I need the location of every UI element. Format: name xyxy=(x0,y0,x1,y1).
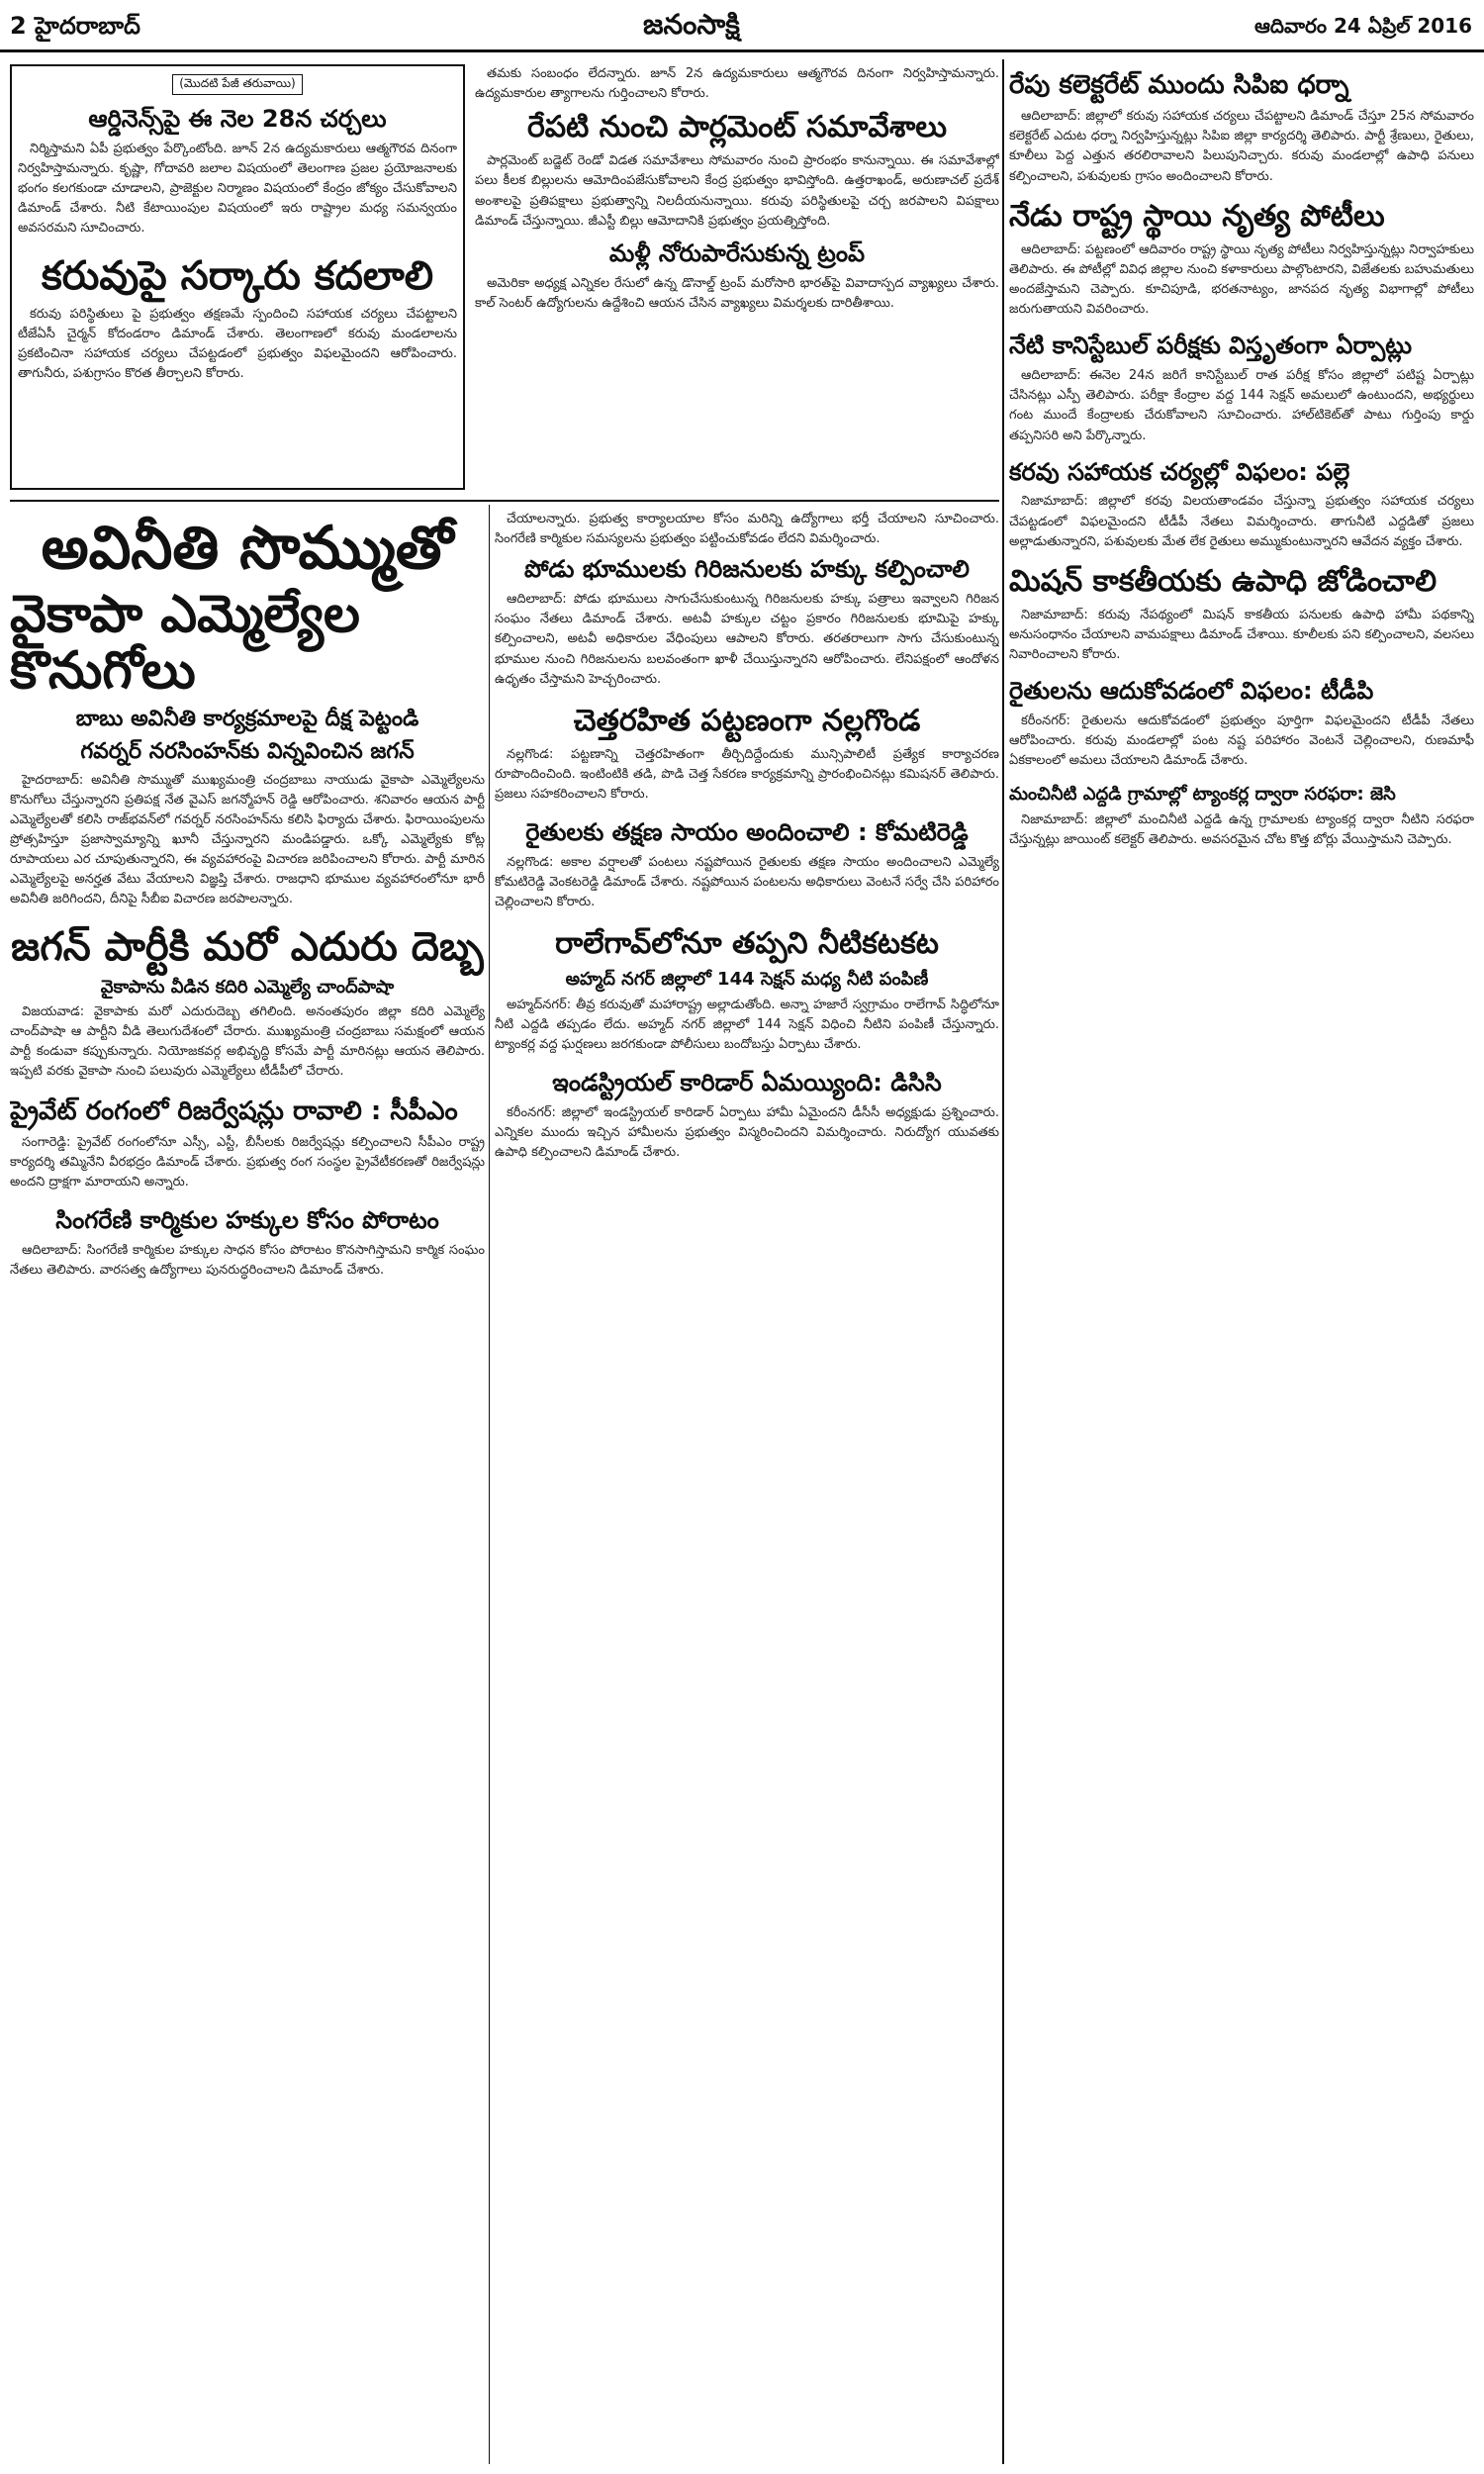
subhead-ahmednagar: అహ్మద్ నగర్ జిల్లాలో 144 సెక్షన్ మధ్య నీటి పంపిణీ xyxy=(565,969,929,991)
headline-nalgonda: చెత్తరహిత పట్టణంగా నల్లగొండ xyxy=(573,703,921,738)
article-ralegaon-body: అహ్మద్‌నగర్: తీవ్ర కరువుతో మహారాష్ట్ర అల్లాడుతోంది. అన్నా హజారే స్వగ్రామం రాలేగావ్ సిద్ధిలోనూ నీటి ఎద్దడి తప్పడం లేదు. అహ్మద్ నగర్ జిల్లాలో 144 సెక్షన్ విధించి నీటిని పంపిణీ చేస్తున్నారు. ట్యాంకర్ల వద్ద ఘర్షణలు జరగకుండా పోలీసులు బందోబస్తు ఏర్పాటు చేశారు. xyxy=(495,997,999,1053)
headline-jagan-setback: జగన్ పార్టీకి మరో ఎదురు దెబ్బ xyxy=(11,923,484,970)
headline-mission-kakatiya: మిషన్ కాకతీయకు ఉపాధి జోడించాలి xyxy=(1009,563,1438,599)
article-komatireddy-body: నల్లగొండ: అకాల వర్షాలతో పంటలు నష్టపోయిన రైతులకు తక్షణ సాయం అందించాలని ఎమ్మెల్యే కోమటిరెడ్డి వెంకటరెడ్డి డిమాండ్ చేశారు. నష్టపోయిన పంటలను అధికారులు వెంటనే సర్వే చేసి పరిహారం చెల్లించాలని కోరారు. xyxy=(495,855,999,910)
lead-subhead-1: బాబు అవినీతి కార్యక్రమాలపై దీక్ష పెట్టండి xyxy=(75,707,419,732)
headline-parliament: రేపటి నుంచి పార్లమెంట్ సమావేశాలు xyxy=(527,110,947,145)
article-nalgonda-body: నల్లగొండ: పట్టణాన్ని చెత్తరహితంగా తీర్చిదిద్దేందుకు మున్సిపాలిటీ ప్రత్యేక కార్యాచరణ రూపొందించింది. ఇంటింటికి తడి, పొడి చెత్త సేకరణ కార్యక్రమాన్ని ప్రారంభించినట్లు కమిషనర్ తెలిపారు. ప్రజలు సహకరించాలని కోరారు. xyxy=(495,746,999,803)
top-middle-column xyxy=(475,64,999,490)
column-divider xyxy=(1002,59,1004,2464)
article-parliament-body: పార్లమెంట్ బడ్జెట్ రెండో విడత సమావేశాలు సోమవారం నుంచి ప్రారంభం కానున్నాయి. ఈ సమావేశాల్లో పలు కీలక బిల్లులను ఆమోదింపజేసుకోవాలని కేంద్ర ప్రభుత్వం భావిస్తోంది. ఉత్తరాఖండ్, అరుణాచల్ ప్రదేశ్ అంశాలపై ప్రతిపక్షాలు ప్రభుత్వాన్ని నిలదీయనున్నాయి. కరువు పరిస్థితులపై చర్చ జరపాలని విపక్షాలు డిమాండ్ చేస్తున్నాయి. జీఎస్టీ బిల్లు ఆమోదానికి ప్రభుత్వం ప్రయత్నిస్తోంది. xyxy=(475,153,999,229)
article-dance-body: ఆదిలాబాద్: పట్టణంలో ఆదివారం రాష్ట్ర స్థాయి నృత్య పోటీలు నిర్వహిస్తున్నట్లు నిర్వాహకులు తెలిపారు. ఈ పోటీల్లో వివిధ జిల్లాల నుంచి కళాకారులు పాల్గొంటారని, విజేతలకు బహుమతులు అందజేస్తామని చెప్పారు. కూచిపూడి, భరతనాట్యం, జానపద నృత్య విభాగాల్లో పోటీలు జరుగుతాయని వివరించారు. xyxy=(1009,241,1474,318)
headline-ralegaon: రాలేగావ్‌లోనూ తప్పని నీటికటకట xyxy=(555,926,939,962)
article-drought-body: కరువు పరిస్థితులు పై ప్రభుత్వం తక్షణమే స్పందించి సహాయక చర్యలు చేపట్టాలని టీజేఏసీ చైర్మన్ కోదండరాం డిమాండ్ చేశారు. తెలంగాణలో కరువు మండలాలను ప్రకటించినా సహాయక చర్యలు చేపట్టడంలో ప్రభుత్వం విఫలమైందని ఆరోపించారు. తాగునీరు, పశుగ్రాసం కొరత తీర్చాలని కోరారు. xyxy=(18,306,457,381)
headline-drought: కరువుపై సర్కారు కదలాలి xyxy=(41,252,434,299)
headline-private-reservations: ప్రైవేట్ రంగంలో రిజర్వేషన్లు రావాలి : సీపీఎం xyxy=(10,1095,458,1126)
article-kakatiya-body: నిజామాబాద్: కరువు నేపథ్యంలో మిషన్ కాకతీయ పనులకు ఉపాధి హామీ పథకాన్ని అనుసంధానం చేయాలని వామపక్షాలు డిమాండ్ చేశాయి. కూలీలకు పని కల్పించాలని, వలసలు నివారించాలని కోరారు. xyxy=(1009,607,1474,663)
headline-industrial-corridor: ఇండస్ట్రియల్ కారిడార్ ఏమయ్యింది: డిసిసి xyxy=(552,1069,942,1097)
headline-ordinance: ఆర్డినెన్స్‌పై ఈ నెల 28న చర్చలు xyxy=(88,105,387,133)
headline-constable: నేటి కానిస్టేబుల్ పరీక్షకు విస్తృతంగా ఏర్పాట్లు xyxy=(1009,332,1413,360)
lead-body: హైదరాబాద్: అవినీతి సొమ్ముతో ముఖ్యమంత్రి చంద్రబాబు నాయుడు వైకాపా ఎమ్మెల్యేలను కొనుగోలు చేస్తున్నారని ప్రతిపక్ష నేత వైఎస్ జగన్మోహన్ రెడ్డి ఆరోపించారు. శనివారం ఆయన పార్టీ ఎమ్మెల్యేలతో కలిసి రాజ్‌భవన్‌లో గవర్నర్ నరసింహన్‌ను కలిసి ఫిర్యాదు చేశారు. ఫిరాయింపులను ప్రోత్సహిస్తూ ప్రజాస్వామ్యాన్ని ఖూనీ చేస్తున్నారని మండిపడ్డారు. ఒక్కో ఎమ్మెల్యేకు కోట్ల రూపాయలు ఎర చూపుతున్నారని, ఈ వ్యవహారంపై విచారణ జరిపించాలని కోరారు. పార్టీ మారిన ఎమ్మెల్యేలపై అనర్హత వేటు వేయాలని విజ్ఞప్తి చేశారు. రాజధాని భూముల వ్యవహారంలోనూ భారీ అవినీతి జరిగిందని, దీనిపై సీబీఐ విచారణ జరపాలన్నారు. xyxy=(10,772,485,907)
paper-name: జనంసాక్షి xyxy=(643,8,740,41)
issue-date: ఆదివారం 24 ఏప్రిల్ 2016 xyxy=(1253,14,1472,38)
lead-headline-line1: అవినీతి సొమ్ముతో xyxy=(41,514,454,583)
article-tdp-body: కరీంనగర్: రైతులను ఆదుకోవడంలో ప్రభుత్వం పూర్తిగా విఫలమైందని టీడీపీ నేతలు ఆరోపించారు. కరువు మండలాల్లో పంట నష్ట పరిహారం వెంటనే చెల్లించాలని, రుణమాఫీ ఏకకాలంలో అమలు చేయాలని డిమాండ్ చేశారు. xyxy=(1009,714,1474,769)
middle-column xyxy=(495,510,999,2464)
headline-komatireddy: రైతులకు తక్షణ సాయం అందించాలి : కోమటిరెడ్డి xyxy=(525,818,969,847)
lead-story xyxy=(10,510,485,2464)
article-tankers-body: నిజామాబాద్: జిల్లాలో మంచినీటి ఎద్దడి ఉన్న గ్రామాలకు ట్యాంకర్ల ద్వారా నీటిని సరఫరా చేస్తున్నట్లు జాయింట్ కలెక్టర్ తెలిపారు. అవసరమైన చోట కొత్త బోర్లు వేయిస్తామని చెప్పారు. xyxy=(1009,812,1474,848)
article-jagan-setback-body: విజయవాడ: వైకాపాకు మరో ఎదురుదెబ్బ తగిలింది. అనంతపురం జిల్లా కదిరి ఎమ్మెల్యే చాంద్‌పాషా ఆ పార్టీని వీడి తెలుగుదేశంలో చేరారు. ముఖ్యమంత్రి చంద్రబాబు సమక్షంలో ఆయన పార్టీ కండువా కప్పుకున్నారు. నియోజకవర్గ అభివృద్ధి కోసమే పార్టీ మారినట్లు ఆయన తెలిపారు. ఇప్పటి వరకు వైకాపా నుంచి పలువురు ఎమ్మెల్యేలు టీడీపీలో చేరారు. xyxy=(10,1003,485,1080)
headline-dance: నేడు రాష్ట్ర స్థాయి నృత్య పోటీలు xyxy=(1009,198,1385,234)
headline-podu-lands: పోడు భూములకు గిరిజనులకు హక్కు కల్పించాలి xyxy=(523,555,971,584)
masthead xyxy=(0,0,1484,52)
article-constable-body: ఆదిలాబాద్: ఈనెల 24న జరిగే కానిస్టేబుల్ రాత పరీక్ష కోసం జిల్లాలో పటిష్ట ఏర్పాట్లు చేసినట్లు ఎస్పీ తెలిపారు. పరీక్షా కేంద్రాల వద్ద 144 సెక్షన్ అమలులో ఉంటుందని, అభ్యర్థులు గంట ముందే కేంద్రాలకు చేరుకోవాలని సూచించారు. హాల్‌టికెట్‌తో పాటు గుర్తింపు కార్డు తప్పనిసరి అని పేర్కొన్నారు. xyxy=(1009,368,1474,443)
section-divider xyxy=(10,500,999,502)
continued-kicker: (మొదటి పేజీ తరువాయి) xyxy=(172,74,303,95)
article-palle-body: నిజామాబాద్: జిల్లాలో కరవు విలయతాండవం చేస్తున్నా ప్రభుత్వం సహాయక చర్యలు చేపట్టడంలో విఫలమైందని టీడీపీ నేతలు విమర్శించారు. తాగునీటి ఎద్దడితో ప్రజలు అల్లాడుతున్నారని, పశువులకు మేత లేక రైతులు అమ్ముకుంటున్నారని ఆవేదన వ్యక్తం చేశారు. xyxy=(1009,494,1474,549)
lead-subhead-2: గవర్నర్ నరసింహన్‌కు విన్నవించిన జగన్ xyxy=(80,738,415,764)
article-reservations-body: సంగారెడ్డి: ప్రైవేట్ రంగంలోనూ ఎస్సీ, ఎస్టీ, బీసీలకు రిజర్వేషన్లు కల్పించాలని సీపీఎం రాష్ట్ర కార్యదర్శి తమ్మినేని వీరభద్రం డిమాండ్ చేశారు. ప్రభుత్వ రంగ సంస్థల ప్రైవేటీకరణతో రిజర్వేషన్లు అందని ద్రాక్షగా మారాయని అన్నారు. xyxy=(10,1134,485,1189)
article-podu-body: ఆదిలాబాద్: పోడు భూములు సాగుచేసుకుంటున్న గిరిజనులకు హక్కు పత్రాలు ఇవ్వాలని గిరిజన సంఘం నేతలు డిమాండ్ చేశారు. అటవీ హక్కుల చట్టం ప్రకారం గిరిజనులకు భూమిపై హక్కు కల్పించాలని, అటవీ అధికారుల వేధింపులు ఆపాలని కోరారు. తరతరాలుగా సాగు చేసుకుంటున్న భూముల నుంచి గిరిజనులను బలవంతంగా ఖాళీ చేయిస్తున్నారని ఆరోపించారు. లేనిపక్షంలో ఆందోళన ఉధృతం చేస్తామని హెచ్చరించారు. xyxy=(495,592,999,687)
article-continued-2-body: చేయాలన్నారు. ప్రభుత్వ కార్యాలయాల కోసం మరిన్ని ఉద్యోగాలు భర్తీ చేయాలని సూచించారు. సింగరేణి కార్మికుల సమస్యలను ప్రభుత్వం పట్టించుకోవడం లేదని విమర్శించారు. xyxy=(495,512,999,547)
page-number: 2 హైదరాబాద్ xyxy=(10,12,140,40)
lead-headline-line2: వైకాపా ఎమ్మెల్యేల కొనుగోలు xyxy=(10,585,360,702)
right-column xyxy=(1009,64,1474,2464)
article-cpi-body: ఆదిలాబాద్: జిల్లాలో కరువు సహాయక చర్యలు చేపట్టాలని డిమాండ్ చేస్తూ 25న సోమవారం కలెక్టరేట్ ఎదుట ధర్నా నిర్వహిస్తున్నట్లు సిపిఐ జిల్లా కార్యదర్శి తెలిపారు. పార్టీ శ్రేణులు, రైతులు, కూలీలు పెద్ద ఎత్తున తరలిరావాలని పిలుపునిచ్చారు. కరువు మండలాల్లో ఉపాధి పనులు కల్పించాలని, పశువులకు గ్రాసం అందించాలని కోరారు. xyxy=(1009,109,1474,184)
headline-tankers: మంచినీటి ఎద్దడి గ్రామాల్లో ట్యాంకర్ల ద్వారా సరఫరా: జెసి xyxy=(1009,783,1396,805)
article-corridor-body: కరీంనగర్: జిల్లాలో ఇండస్ట్రియల్ కారిడార్ ఏర్పాటు హామీ ఏమైందని డీసీసీ అధ్యక్షుడు ప్రశ్నించారు. ఎన్నికల ముందు ఇచ్చిన హామీలను ప్రభుత్వం విస్మరించిందని విమర్శించారు. నిరుద్యోగ యువతకు ఉపాధి కల్పించాలని డిమాండ్ చేశారు. xyxy=(495,1105,999,1161)
article-trump-body: అమెరికా అధ్యక్ష ఎన్నికల రేసులో ఉన్న డొనాల్డ్ ట్రంప్ మరోసారి భారత్‌పై వివాదాస్పద వ్యాఖ్యలు చేశారు. కాల్ సెంటర్ ఉద్యోగులను ఉద్దేశించి ఆయన చేసిన వ్యాఖ్యలు విమర్శలకు దారితీశాయి. xyxy=(475,275,999,311)
article-singareni-body: ఆదిలాబాద్: సింగరేణి కార్మికుల హక్కుల సాధన కోసం పోరాటం కొనసాగిస్తామని కార్మిక సంఘం నేతలు తెలిపారు. వారసత్వ ఉద్యోగాలు పునరుద్ధరించాలని డిమాండ్ చేశారు. xyxy=(10,1242,485,1279)
article-ordinance-body: నిర్మిస్తామని ఏపీ ప్రభుత్వం పేర్కొంటోంది. జూన్ 2న ఉద్యమకారులు ఆత్మగౌరవ దినంగా నిర్వహిస్తామన్నారు. కృష్ణా, గోదావరి జలాల విషయంలో తెలంగాణ ప్రజల ప్రయోజనాలకు భంగం కలగకుండా చూడాలని, ప్రాజెక్టుల నిర్మాణం విషయంలో కేంద్రం జోక్యం చేసుకోవాలని డిమాండ్ చేశారు. నీటి కేటాయింపుల విషయంలో ఇరు రాష్ట్రాల మధ్య సమన్వయం అవసరమని సూచించారు. xyxy=(18,141,457,237)
subhead-chandpasha: వైకాపాను వీడిన కదిరి ఎమ్మెల్యే చాంద్‌పాషా xyxy=(100,976,395,998)
headline-tdp-farmers: రైతులను ఆదుకోవడంలో విఫలం: టీడీపి xyxy=(1009,677,1374,706)
headline-singareni: సింగరేణి కార్మికుల హక్కుల కోసం పోరాటం xyxy=(55,1206,439,1235)
headline-trump: మళ్లీ నోరుపారేసుకున్న ట్రంప్ xyxy=(608,238,866,267)
column-divider xyxy=(489,505,490,2464)
headline-cpi-dharna: రేపు కలెక్టరేట్ ముందు సిపిఐ ధర్నా xyxy=(1009,70,1349,100)
boxed-section xyxy=(10,64,465,490)
article-continued-body: తమకు సంబంధం లేదన్నారు. జూన్ 2న ఉద్యమకారులు ఆత్మగౌరవ దినంగా నిర్వహిస్తామన్నారు. ఉద్యమకారుల త్యాగాలను గుర్తించాలని కోరారు. xyxy=(475,66,999,102)
headline-palle: కరవు సహాయక చర్యల్లో విఫలం: పల్లె xyxy=(1009,457,1350,486)
